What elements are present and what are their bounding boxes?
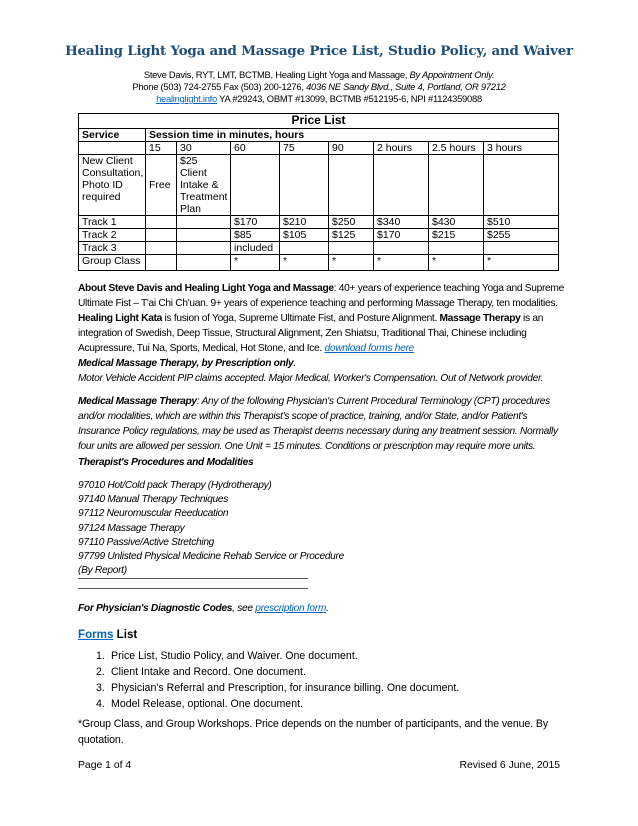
label-line: Photo ID [82,179,123,191]
price-cell: * [374,255,429,271]
price-cell [146,242,177,255]
revised-date: Revised 6 June, 2015 [459,760,560,771]
cpt-line: Insurance Policy regulations, may be used as Therapist deems necessary during any treatment session. Normally [78,426,558,437]
service-header: Service [79,129,146,142]
duration-cell: 3 hours [484,142,559,155]
price-cell: $210 [280,216,329,229]
intake-line: $25 Client [180,155,207,179]
price-cell: $85 [231,229,280,242]
procedure-item: 97799 Unlisted Physical Medicine Rehab Service or Procedure [78,551,345,563]
medical-heading-end: . [293,358,296,369]
intake-cell [177,155,231,216]
price-cell [374,242,429,255]
intake-line: Treatment [180,191,228,203]
header-name: Steve Davis, RYT, LMT, BCTMB, Healing Light Yoga and Massage, [143,69,410,80]
cpt-text: : Any of the following Physician's Current Procedural Terminology (CPT) procedures [196,396,550,407]
website-link[interactable]: healinglight.info [156,93,217,104]
duration-cell: 2.5 hours [429,142,484,155]
item-text: Price List, Studio Policy, and Waiver. One document. [111,650,358,662]
forms-list [78,648,459,712]
price-list-table [78,113,559,271]
free-cell: Free [146,155,177,216]
price-cell: * [231,255,280,271]
price-cell [177,229,231,242]
cpt-line: four units are allowed per session. One Unit = 15 minutes. Conditions or prescription may require more units. [78,441,536,452]
table-cell [79,142,146,155]
price-cell: $250 [329,216,374,229]
group-note-line: quotation. [78,734,124,746]
intake-line: Intake & [180,179,219,191]
header-line-3 [0,93,638,104]
document-title: Healing Light Yoga and Massage Price List, Studio Policy, and Waiver [65,43,573,59]
price-cell: $105 [280,229,329,242]
duration-cell: 90 [329,142,374,155]
duration-cell: 75 [280,142,329,155]
group-note-line: *Group Class, and Group Workshops. Price depends on the number of participants, and the venue. By [78,718,549,730]
label-line: required [82,191,121,203]
medical-heading: Medical Massage Therapy, by Prescription only [78,358,294,369]
cpt-line [78,394,560,409]
price-cell [484,242,559,255]
item-text: Physician's Referral and Prescription, for insurance billing. One document. [111,682,460,694]
table-cell [329,155,374,216]
page-number: Page 1 of 4 [78,760,132,771]
procedure-item: 97140 Manual Therapy Techniques [78,494,229,506]
kata-term: Healing Light Kata [78,313,163,324]
table-row [79,242,559,255]
procedures-list [78,479,560,578]
price-cell: $170 [231,216,280,229]
table-cell [280,155,329,216]
group-note [78,716,560,748]
medical-section [78,356,560,386]
price-cell: $125 [329,229,374,242]
forms-heading [78,628,137,641]
item-number: 1. [96,650,105,662]
table-row [79,216,559,229]
procedure-item: 97124 Massage Therapy [78,522,185,534]
procedure-item: 97112 Neuromuscular Reeducation [78,508,229,520]
medical-heading-line [78,356,560,371]
table-cell [374,155,429,216]
list-item [78,680,459,696]
item-number: 4. [96,698,105,710]
procedure-item: 97110 Passive/Active Stretching [78,536,215,548]
header-address: 4036 NE Sandy Blvd., Suite 4, Portland, OR 97212 [306,81,506,92]
procedure-item: (By Report) [78,565,127,577]
about-line: integration of Swedish, Deep Tissue, Structural Alignment, Zen Shiatsu, Traditional Thai, Chinese including [78,328,527,339]
table-cell [484,155,559,216]
about-text: is fusion of Yoga, Supreme Ultimate Fist, and Posture Alignment. [162,313,440,324]
item-text: Client Intake and Record. One document. [111,666,306,678]
label-line: New Client [82,155,133,167]
download-forms-link[interactable]: download forms here [324,343,414,354]
divider-line [78,578,308,579]
cpt-lead: Medical Massage Therapy [78,396,197,407]
price-cell: * [484,255,559,271]
price-list-title: Price List [79,114,559,129]
duration-cell: 60 [231,142,280,155]
diagnostic-lead: For Physician's Diagnostic Codes [78,603,233,614]
prescription-form-link[interactable]: prescription form [255,603,327,614]
price-cell [177,242,231,255]
about-line [78,281,564,296]
about-line [78,341,560,356]
list-item [78,696,459,712]
duration-cell: 30 [177,142,231,155]
new-client-row [79,155,559,216]
about-lead: About Steve Davis and Healing Light Yoga and Massage [78,283,334,294]
price-cell [429,242,484,255]
price-cell [329,242,374,255]
row-label: Track 3 [79,242,146,255]
price-cell: $170 [374,229,429,242]
massage-term: Massage Therapy [439,313,521,324]
diagnostic-text: , see [232,603,256,614]
forms-heading-text: List [113,628,138,641]
row-label: Track 1 [79,216,146,229]
procedures-heading: Therapist's Procedures and Modalities [78,457,254,468]
intake-line: Plan [180,203,202,215]
header-line-2 [0,81,638,92]
session-header: Session time in minutes, hours [146,129,559,142]
item-text: Model Release, optional. One document. [111,698,303,710]
diagnostic-end: . [326,603,329,614]
cpt-line: and/or modalities, which are within this Therapist's scope of practice, training, and/or State, and/or Patient's [78,411,528,422]
forms-link[interactable]: Forms [78,628,114,641]
duration-row [79,142,559,155]
cpt-paragraph [78,394,560,454]
table-cell [429,155,484,216]
about-paragraph [78,281,564,356]
list-item [78,664,459,680]
procedure-item: 97010 Hot/Cold pack Therapy (Hydrotherapy) [78,480,272,491]
diagnostic-line [78,601,560,616]
new-client-label [79,155,146,216]
list-item [78,648,459,664]
price-cell: * [280,255,329,271]
duration-cell: 15 [146,142,177,155]
about-text: is an [520,313,544,324]
price-cell: $340 [374,216,429,229]
table-row [79,255,559,271]
about-text: : 40+ years of experience teaching Yoga and Supreme [333,283,564,294]
price-cell: $430 [429,216,484,229]
price-cell [177,255,231,271]
price-cell: $215 [429,229,484,242]
price-cell [177,216,231,229]
item-number: 2. [96,666,105,678]
price-cell: * [329,255,374,271]
label-line: Consultation, [82,167,144,179]
header-appointment: By Appointment Only. [409,69,495,80]
price-cell [146,229,177,242]
price-cell [280,242,329,255]
about-line: Ultimate Fist – T'ai Chi Ch'uan. 9+ years of experience teaching and performing Massage Therapy, ten modalities. [78,298,558,309]
price-cell: * [429,255,484,271]
divider-line [78,588,308,589]
table-cell [231,155,280,216]
header-line-1 [0,69,638,80]
price-cell: included [231,242,280,255]
price-cell: $255 [484,229,559,242]
table-row [79,229,559,242]
about-text: Acupressure, Tui Na, Sports, Medical, Hot Stone, and Ice. [78,343,325,354]
row-label: Track 2 [79,229,146,242]
header-licenses: YA #29243, OBMT #13099, BCTMB #512195-6, NPI #1124359088 [216,93,482,104]
about-line [78,311,560,326]
item-number: 3. [96,682,105,694]
price-cell: $510 [484,216,559,229]
price-cell [146,216,177,229]
row-label: Group Class [79,255,146,271]
medical-line: Motor Vehicle Accident PIP claims accepted. Major Medical, Worker's Compensation. Out of Network provider. [78,373,544,384]
price-cell [146,255,177,271]
duration-cell: 2 hours [374,142,429,155]
header-phone-fax: Phone (503) 724-2755 Fax (503) 200-1276, [132,81,307,92]
